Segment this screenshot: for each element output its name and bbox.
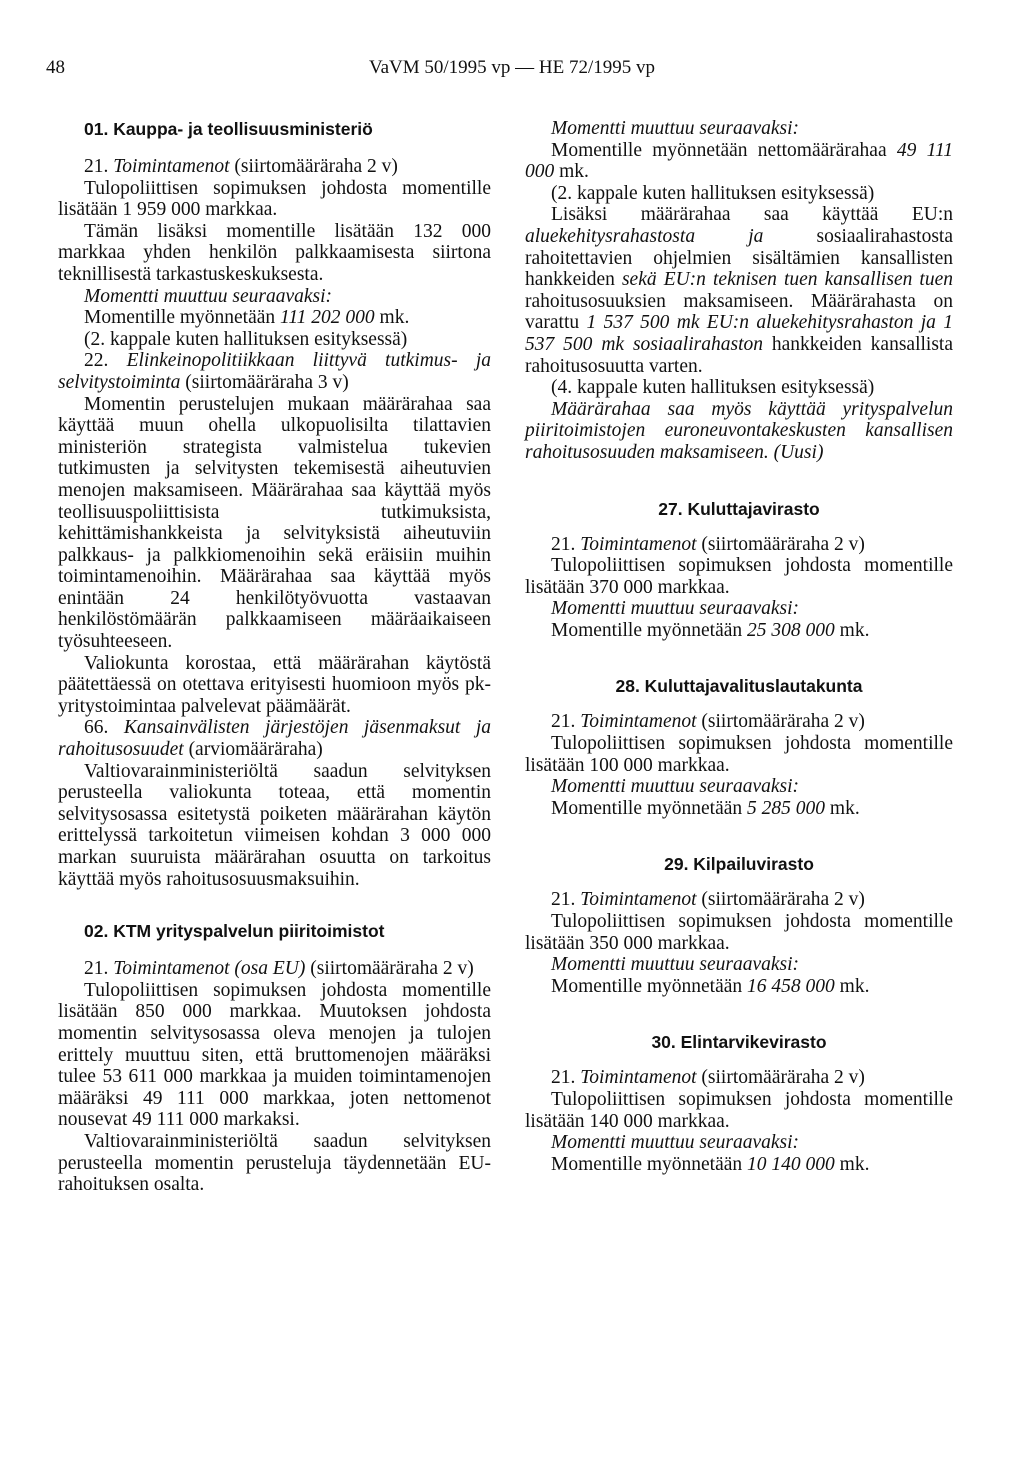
paragraph: Valtiovarainministeriöltä saadun selvityksen perusteella valiokunta toteaa, että momentin selvitysosassa esitetystä poiketen määrärahan käytön erittelyssä tarkoitetun viimeisen kohdan 3 000 000 markan suuruista määrärahan osuutta on tarkoitus käyttää myös rahoitusosuusmaksuihin. — [58, 760, 491, 890]
change-note: Momentti muuttuu seuraavaksi: — [551, 118, 800, 139]
appropriation: Momentille myönnetään 25 308 000 mk. — [551, 619, 870, 641]
change-note: Momentti muuttuu seuraavaksi: — [551, 954, 800, 976]
item-heading: 21. Toimintamenot (osa EU) (siirtomääräraha 2 v) — [84, 958, 474, 980]
paragraph: Tulopoliittisen sopimuksen johdosta momentille lisätään 350 000 markkaa. — [525, 911, 953, 954]
change-note: Momentti muuttuu seuraavaksi: — [551, 776, 800, 798]
change-note: Momentti muuttuu seuraavaksi: — [551, 598, 800, 620]
paragraph: Valtiovarainministeriöltä saadun selvityksen perusteella momentin perusteluja täydennetään EU-rahoituksen osalta. — [58, 1130, 491, 1196]
item-heading: 21. Toimintamenot (siirtomääräraha 2 v) — [551, 889, 865, 911]
right-column — [525, 118, 953, 1175]
paragraph: Määrärahaa saa myös käyttää yrityspalvelun piiritoimistojen euroneuvontakeskusten kansallisen rahoitusosuuden maksamiseen. (Uusi) — [525, 398, 953, 463]
paragraph: Tulopoliittisen sopimuksen johdosta momentille lisätään 1 959 000 markkaa. — [58, 177, 491, 221]
paragraph: (4. kappale kuten hallituksen esityksessä) — [551, 377, 875, 399]
section-heading: 01. Kauppa- ja teollisuusministeriö — [84, 119, 373, 139]
section-heading: 02. KTM yrityspalvelun piiritoimistot — [84, 921, 385, 942]
section-heading: 29. Kilpailuvirasto — [664, 854, 814, 875]
section-heading: 27. Kuluttajavirasto — [658, 498, 820, 519]
paragraph: (2. kappale kuten hallituksen esityksessä) — [551, 182, 875, 204]
left-column — [58, 118, 491, 1196]
appropriation: Momentille myönnetään 10 140 000 mk. — [551, 1153, 870, 1175]
change-note: Momentti muuttuu seuraavaksi: — [551, 1132, 800, 1154]
paragraph: Tämän lisäksi momentille lisätään 132 000 markkaa yhden henkilön palkkaamisesta siirtona teknillisestä tarkastuskeskuksesta. — [58, 220, 491, 285]
paragraph: Tulopoliittisen sopimuksen johdosta momentille lisätään 100 000 markkaa. — [525, 733, 953, 776]
appropriation: Momentille myönnetään 16 458 000 mk. — [551, 975, 870, 997]
change-note: Momentti muuttuu seuraavaksi: — [84, 285, 333, 307]
section-heading: 30. Elintarvikevirasto — [651, 1032, 827, 1053]
item-heading: 21. Toimintamenot (siirtomääräraha 2 v) — [551, 1067, 865, 1089]
item-heading: 21. Toimintamenot (siirtomääräraha 2 v) — [551, 533, 865, 555]
paragraph: Valiokunta korostaa, että määrärahan käytöstä päätettäessä on otettava erityisesti huomioon myös pk-yritystoimintaa palvelevat päämäärät. — [58, 652, 491, 717]
page-number: 48 — [46, 57, 65, 78]
item-heading: 21. Toimintamenot (siirtomääräraha 2 v) — [84, 156, 398, 177]
paragraph: Tulopoliittisen sopimuksen johdosta momentille lisätään 370 000 markkaa. — [525, 555, 953, 598]
paragraph: (2. kappale kuten hallituksen esityksessä) — [84, 328, 408, 350]
appropriation: Momentille myönnetään 5 285 000 mk. — [551, 797, 860, 819]
paragraph: Tulopoliittisen sopimuksen johdosta momentille lisätään 850 000 markkaa. Muutoksen johdosta momentin selvitysosassa oleva menojen ja tulojen erittely muuttuu siten, että bruttomenojen määräksi tulee 53 611 000 markkaa ja muiden toimintamenojen määräksi 49 111 000 markkaa, joten nettomenot nousevat 49 111 000 markaksi. — [58, 979, 491, 1131]
appropriation: Momentille myönnetään 111 202 000 mk. — [84, 307, 410, 329]
appropriation: Momentille myönnetään nettomäärärahaa 49 111 000 mk. — [525, 139, 953, 183]
item-heading: 21. Toimintamenot (siirtomääräraha 2 v) — [551, 711, 865, 733]
running-head: VaVM 50/1995 vp — HE 72/1995 vp — [368, 57, 656, 78]
paragraph: Lisäksi määrärahaa saa käyttää EU:n aluekehitysrahastosta ja sosiaalirahastosta rahoitettavien ohjelmien sisältämien kansallisten hankkeiden sekä EU:n teknisen tuen kansallisen tuen rahoitusosuuksien maksamiseen. Määrärahasta on varattu 1 537 500 mk EU:n aluekehitysrahaston ja 1 537 500 mk sosiaalirahaston hankkeiden kansallista rahoitusosuutta varten. — [525, 204, 954, 377]
item-heading: 66. Kansainvälisten järjestöjen jäsenmaksut ja rahoitusosuudet (arviomääräraha) — [58, 717, 491, 761]
item-heading: 22. Elinkeinopolitiikkaan liittyvä tutkimus- ja selvitystoiminta (siirtomääräraha 3 v) — [58, 350, 492, 393]
section-heading: 28. Kuluttajavalituslautakunta — [615, 676, 863, 697]
paragraph: Momentin perustelujen mukaan määrärahaa saa käyttää muun ohella ulkopuolisilta tilattavien ministeriön strategista valmistelua tukevien tutkimusten ja selvitysten tekemisestä aiheutuvien menojen maksamiseen. Määrärahaa saa käyttää myös teollisuuspoliittisista tutkimuksista, kehittämishankkeista ja selvityksistä aiheutuviin palkkaus- ja palkkiomenoihin sekä eräisiin muihin toimintamenoihin. Määrärahaa saa käyttää myös enintään 24 henkilötyövuotta vastaavan henkilöstömäärän palkkaamiseen määräaikaiseen työsuhteeseen. — [58, 393, 491, 653]
paragraph: Tulopoliittisen sopimuksen johdosta momentille lisätään 140 000 markkaa. — [525, 1089, 953, 1132]
